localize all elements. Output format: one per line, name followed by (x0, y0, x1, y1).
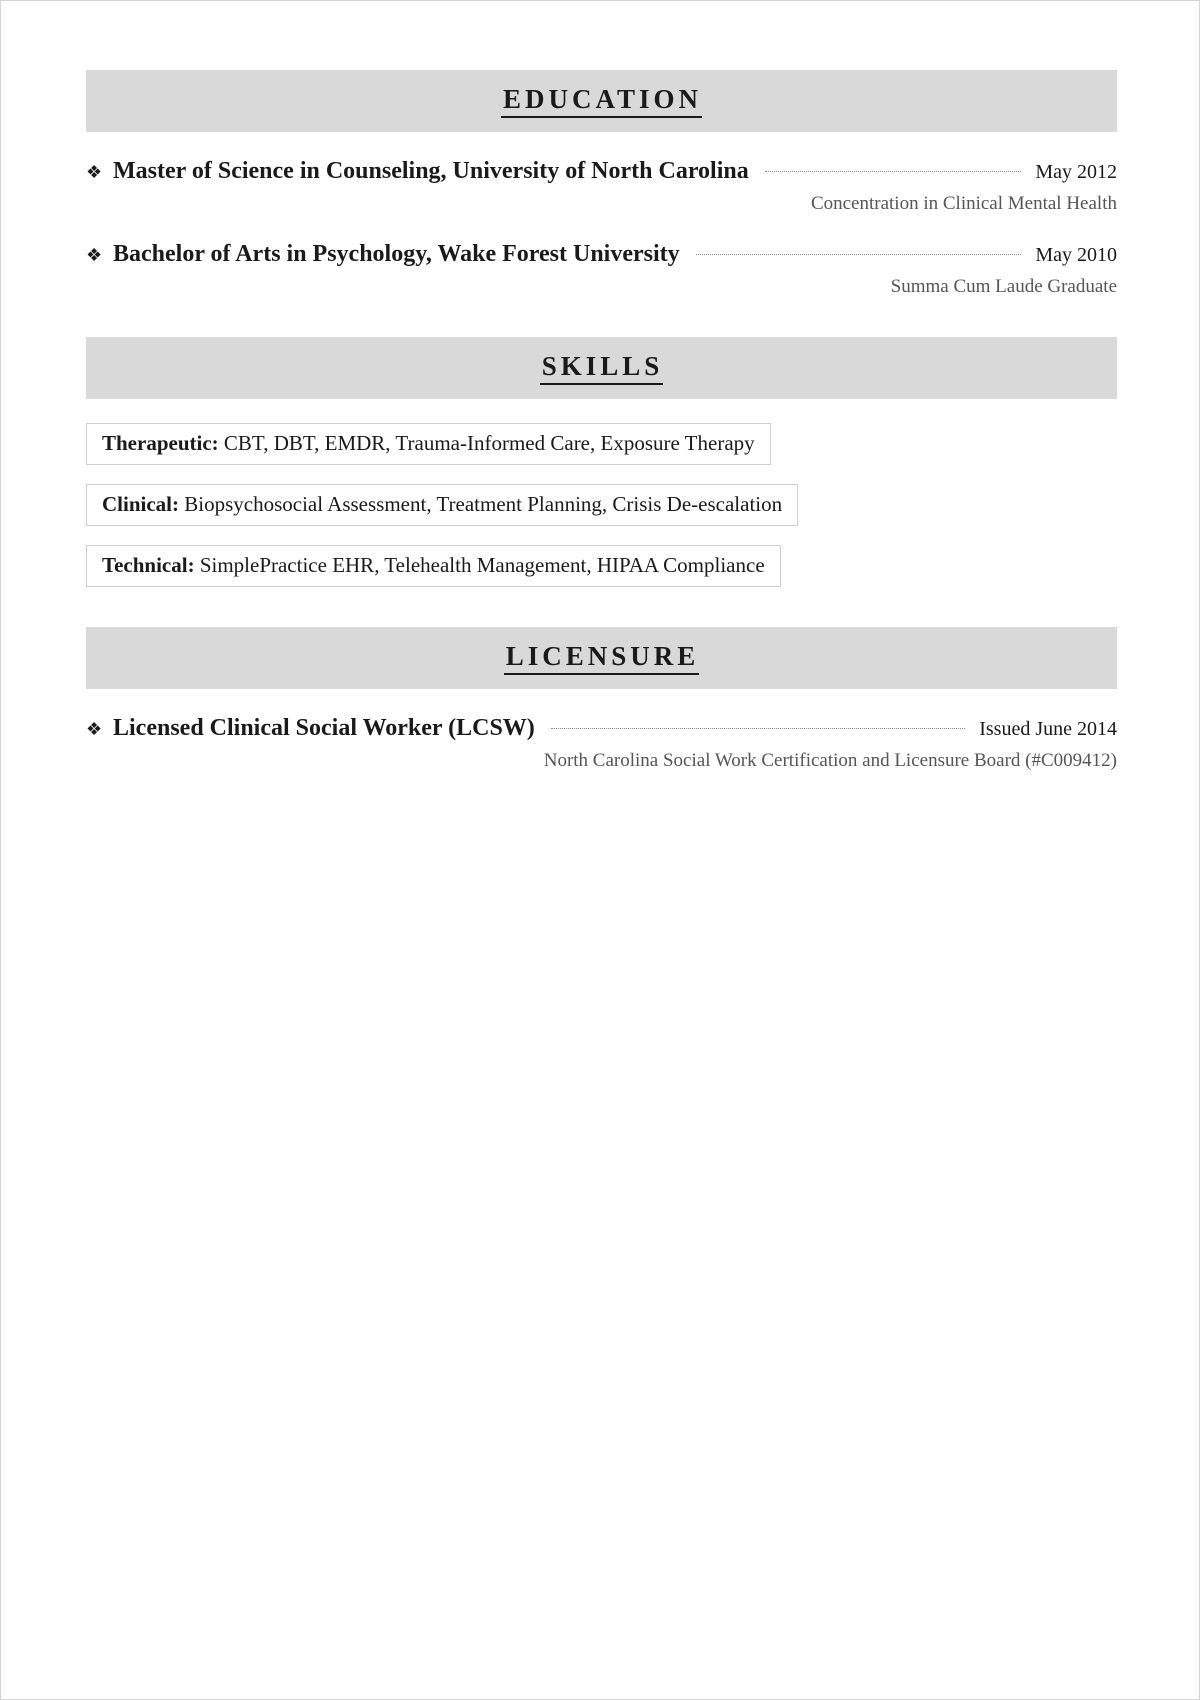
skill-value: CBT, DBT, EMDR, Trauma-Informed Care, Exposure Therapy (223, 431, 755, 455)
degree-title: Bachelor of Arts in Psychology, Wake Forest University (113, 241, 680, 267)
resume-content (86, 70, 1117, 772)
education-section (86, 70, 1117, 337)
diamond-bullet-icon: ❖ (86, 245, 103, 265)
skill-row (86, 484, 1117, 545)
license-board-detail: North Carolina Social Work Certification and Licensure Board (#C009412) (543, 750, 1117, 771)
skill-value: Biopsychosocial Assessment, Treatment Planning, Crisis De-escalation (184, 492, 783, 516)
graduation-date: May 2010 (1035, 244, 1117, 266)
diamond-bullet-icon: ❖ (86, 162, 103, 182)
degree-title: Master of Science in Counseling, University of North Carolina (113, 158, 749, 184)
licensure-entry (86, 715, 1117, 772)
skill-row (86, 423, 1117, 484)
skill-label: Clinical: (102, 492, 179, 516)
graduation-date: May 2012 (1035, 161, 1117, 183)
skill-value: SimplePractice EHR, Telehealth Management, HIPAA Compliance (199, 553, 765, 577)
education-entry (86, 158, 1117, 215)
licensure-entry-row (86, 715, 1117, 742)
education-title: EDUCATION (501, 84, 702, 118)
skills-title: SKILLS (540, 351, 664, 385)
licensure-section (86, 627, 1117, 772)
skill-label: Therapeutic: (102, 431, 219, 455)
diamond-bullet-icon: ❖ (86, 719, 103, 739)
skill-item-therapeutic (86, 423, 771, 465)
skill-row (86, 545, 1117, 587)
dotted-leader (696, 254, 1022, 255)
education-entry-row (86, 158, 1117, 185)
licensure-title: LICENSURE (504, 641, 700, 675)
education-header (86, 70, 1117, 132)
degree-detail: Summa Cum Laude Graduate (890, 276, 1117, 297)
skills-header (86, 337, 1117, 399)
license-title: Licensed Clinical Social Worker (LCSW) (113, 715, 535, 741)
licensure-header (86, 627, 1117, 689)
degree-detail: Concentration in Clinical Mental Health (810, 193, 1117, 214)
skill-label: Technical: (102, 553, 195, 577)
dotted-leader (551, 728, 965, 729)
skills-section (86, 337, 1117, 627)
license-issue-date: Issued June 2014 (979, 718, 1117, 740)
education-entry (86, 241, 1117, 298)
skill-item-clinical (86, 484, 798, 526)
dotted-leader (765, 171, 1022, 172)
skill-item-technical (86, 545, 781, 587)
education-entry-row (86, 241, 1117, 268)
skills-list (86, 399, 1117, 627)
